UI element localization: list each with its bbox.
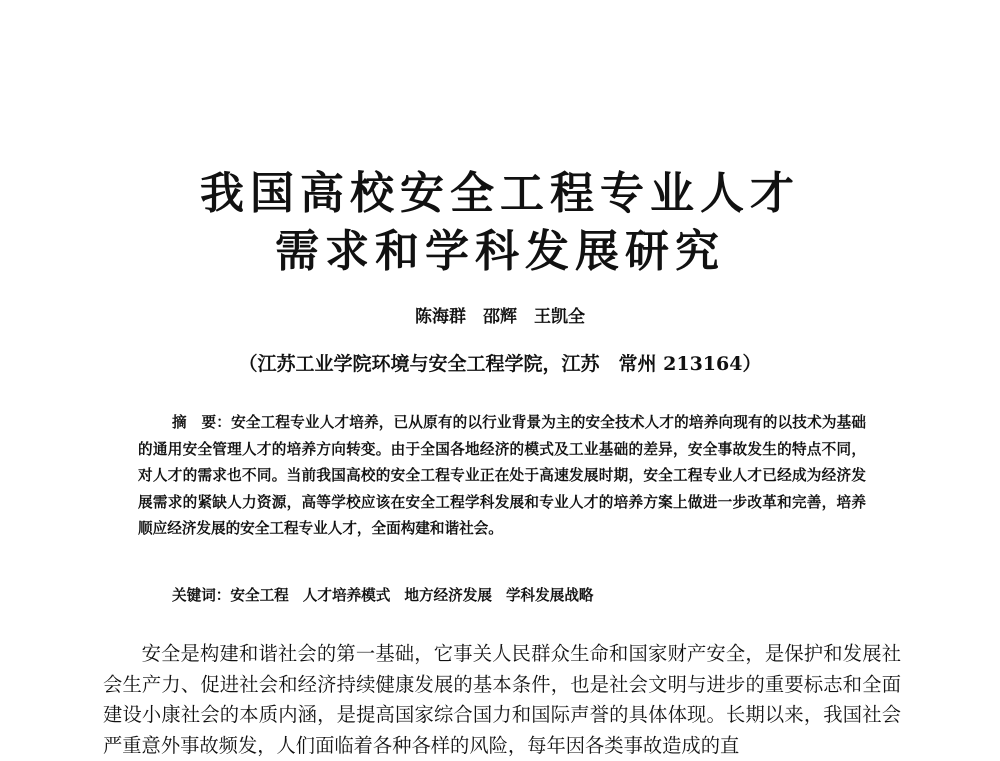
title-line-1: 我国高校安全工程专业人才: [200, 168, 800, 219]
body-paragraph: 安全是构建和谐社会的第一基础，它事关人民群众生命和国家财产安全，是保护和发展社会生产力、促进社会和经济持续健康发展的基本条件，也是社会文明与进步的重要标志和全面建设小康社会的本质内涵，是提高国家综合国力和国际声誉的具体体现。长期以来，我国社会严重意外事故频发，人们面临着各种各样的风险，每年因各类事故造成的直: [103, 642, 901, 757]
keyword: 地方经济发展: [404, 587, 492, 604]
affiliation: （江苏工业学院环境与安全工程学院，江苏 常州 213164）: [238, 353, 762, 375]
body-text: [103, 639, 901, 761]
keyword: 学科发展战略: [505, 587, 594, 604]
abstract-text: 安全工程专业人才培养，已从原有的以行业背景为主的安全技术人才的培养向现有的以技术为基础的通用安全管理人才的培养方向转变。由于全国各地经济的模式及工业基础的差异，安全事故发生的特点不同，对人才的需求也不同。当前我国高校的安全工程专业正在处于高速发展时期，安全工程专业人才已经成为经济发展需求的紧缺人力资源，高等学校应该在安全工程学科发展和专业人才的培养方案上做进一步改革和完善，培养顺应经济发展的安全工程专业人才，全面构建和谐社会。: [138, 414, 866, 538]
title-line-2: 需求和学科发展研究: [275, 226, 725, 277]
keywords: [172, 584, 872, 605]
keyword: 人才培养模式: [302, 587, 391, 604]
abstract-label: 摘 要：: [172, 414, 232, 431]
keyword: 安全工程: [230, 587, 289, 604]
abstract: [138, 410, 866, 543]
author-list: 陈海群 邵辉 王凯全: [415, 307, 585, 327]
keywords-label: 关键词：: [172, 587, 231, 604]
